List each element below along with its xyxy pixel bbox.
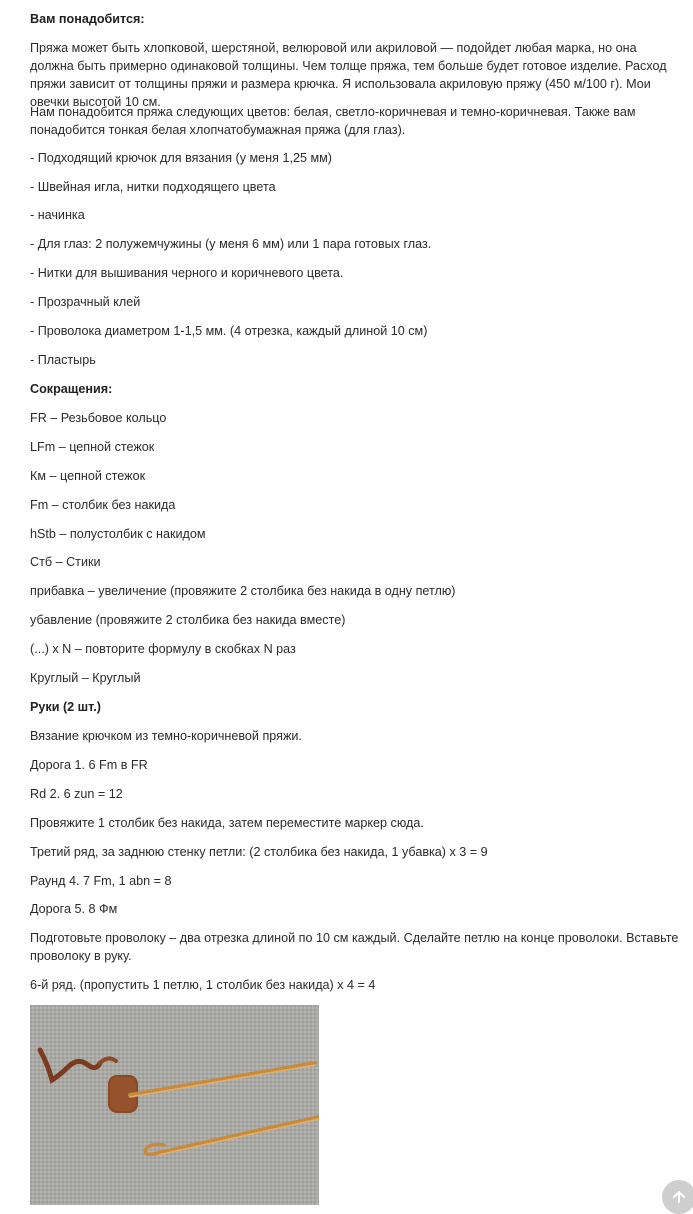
abbreviation-item: LFm – цепной стежок (30, 440, 155, 454)
instruction-step: Вязание крючком из темно-коричневой пряжи. (30, 729, 302, 743)
scroll-top-button[interactable] (662, 1180, 693, 1214)
list-item: - Проволока диаметром 1-1,5 мм. (4 отрезка, каждый длиной 10 см) (30, 324, 428, 338)
photo-illustration (30, 1005, 319, 1205)
abbreviation-item: убавление (провяжите 2 столбика без накида вместе) (30, 613, 346, 627)
list-item: - Нитки для вышивания черного и коричневого цвета. (30, 266, 344, 280)
instruction-step: Провяжите 1 столбик без накида, затем переместите маркер сюда. (30, 816, 424, 830)
list-item: - Для глаз: 2 полужемчужины (у меня 6 мм) или 1 пара готовых глаз. (30, 237, 432, 251)
heading-needed: Вам понадобится: (30, 12, 145, 26)
abbreviation-item: Стб – Стики (30, 555, 101, 569)
list-item: - Прозрачный клей (30, 295, 141, 309)
abbreviation-item: прибавка – увеличение (провяжите 2 столбика без накида в одну петлю) (30, 584, 456, 598)
abbreviation-item: FR – Резьбовое кольцо (30, 411, 167, 425)
arrow-up-icon (671, 1189, 687, 1205)
instruction-step: Раунд 4. 7 Fm, 1 abn = 8 (30, 874, 172, 888)
instruction-step: Rd 2. 6 zun = 12 (30, 787, 123, 801)
instruction-step: Третий ряд, за заднюю стенку петли: (2 столбика без накида, 1 убавка) x 3 = 9 (30, 845, 488, 859)
abbreviation-item: (...) x N – повторите формулу в скобках N раз (30, 642, 296, 656)
paragraph-wire: Подготовьте проволоку – два отрезка длиной по 10 см каждый. Сделайте петлю на конце проволоки. Вставьте проволоку в руку. (30, 931, 679, 963)
list-item: - Подходящий крючок для вязания (у меня 1,25 мм) (30, 151, 332, 165)
heading-arms: Руки (2 шт.) (30, 700, 101, 714)
list-item: - Швейная игла, нитки подходящего цвета (30, 180, 276, 194)
instruction-step: Дорога 5. 8 Фм (30, 902, 118, 916)
heading-abbreviations: Сокращения: (30, 382, 113, 396)
instruction-step: Дорога 1. 6 Fm в FR (30, 758, 148, 772)
abbreviation-item: Круглый – Круглый (30, 671, 141, 685)
paragraph-colors: Нам понадобится пряжа следующих цветов: белая, светло-коричневая и темно-коричневая. Также вам понадобится тонкая белая хлопчатобумажная пряжа (для глаз). (30, 105, 636, 137)
abbreviation-item: Км – цепной стежок (30, 469, 146, 483)
paragraph-yarn: Пряжа может быть хлопковой, шерстяной, велюровой или акриловой — подойдет любая марка, но она должна быть примерно одинаковой толщины. Чем толще пряжа, тем больше будет готовое изделие. Расход пряжи зависит от толщины пряжи и размера крючка. Я использовала акриловую пряжу (450 м/100 г). Мои овечки высотой 10 см. (30, 41, 667, 109)
instruction-step: 6-й ряд. (пропустить 1 петлю, 1 столбик без накида) x 4 = 4 (30, 978, 376, 992)
photo-crochet-arm-wire (30, 1005, 319, 1205)
abbreviation-item: hStb – полустолбик с накидом (30, 527, 206, 541)
list-item: - начинка (30, 208, 85, 222)
list-item: - Пластырь (30, 353, 96, 367)
abbreviation-item: Fm – столбик без накида (30, 498, 176, 512)
